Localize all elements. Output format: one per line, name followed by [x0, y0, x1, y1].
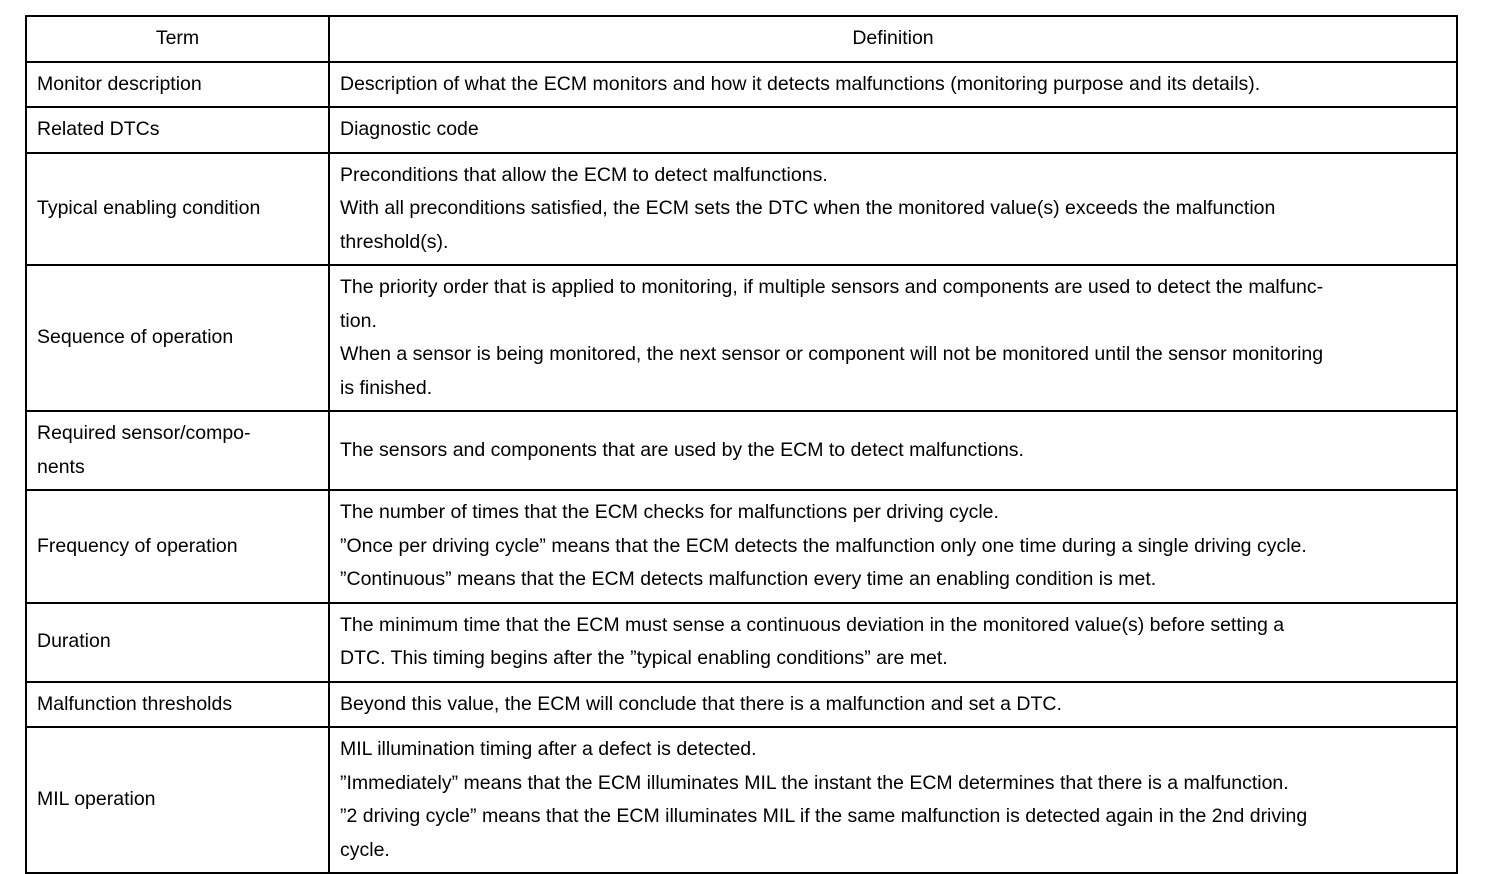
- term-cell: [26, 62, 329, 108]
- term-text: MIL operation: [37, 788, 156, 811]
- definition-text: threshold(s).: [340, 230, 449, 253]
- definition-text: tion.: [340, 309, 377, 332]
- term-text: Frequency of operation: [37, 534, 238, 557]
- table-row: [26, 265, 1457, 411]
- table-row: [26, 682, 1457, 728]
- term-text: Sequence of operation: [37, 326, 234, 349]
- term-text: Related DTCs: [37, 118, 160, 140]
- definition-text: Preconditions that allow the ECM to detect malfunctions.: [340, 163, 828, 186]
- table-row: [26, 62, 1457, 108]
- header-definition: Definition: [329, 16, 1457, 62]
- definition-text: DTC. This timing begins after the ”typical enabling conditions” are met.: [340, 647, 948, 669]
- definition-cell: [329, 682, 1457, 728]
- table-row: [26, 107, 1457, 153]
- definition-text: ”Continuous” means that the ECM detects malfunction every time an enabling condition is met.: [340, 568, 1157, 590]
- table-row: [26, 490, 1457, 603]
- definition-cell: [329, 62, 1457, 108]
- term-text: Duration: [37, 630, 111, 653]
- definition-cell: [329, 490, 1457, 603]
- definition-cell: [329, 411, 1457, 490]
- definition-text: The minimum time that the ECM must sense a continuous deviation in the monitored value(s) before setting a: [340, 613, 1285, 636]
- definition-text: The sensors and components that are used by the ECM to detect malfunctions.: [340, 438, 1024, 461]
- definition-text: When a sensor is being monitored, the next sensor or component will not be monitored until the sensor monitoring: [340, 343, 1324, 365]
- definition-cell: [329, 265, 1457, 411]
- term-text: Malfunction thresholds: [37, 692, 233, 715]
- definition-text: is finished.: [340, 376, 433, 399]
- definition-cell: [329, 603, 1457, 682]
- terms-definitions-table: [25, 15, 1458, 874]
- definition-text: ”Once per driving cycle” means that the ECM detects the malfunction only one time during a single driving cycle.: [340, 534, 1307, 557]
- definition-text: ”2 driving cycle” means that the ECM illuminates MIL if the same malfunction is detected again in the 2nd driving: [340, 805, 1308, 827]
- term-cell: [26, 603, 329, 682]
- table-body: [26, 62, 1457, 874]
- term-cell: [26, 265, 329, 411]
- definition-cell: [329, 153, 1457, 266]
- term-cell: [26, 727, 329, 873]
- table-row: [26, 727, 1457, 873]
- definition-text: The number of times that the ECM checks for malfunctions per driving cycle.: [340, 501, 999, 523]
- definition-text: cycle.: [340, 838, 390, 861]
- term-text: Monitor description: [37, 72, 202, 95]
- definition-text: ”Immediately” means that the ECM illuminates MIL the instant the ECM determines that there is a malfunction.: [340, 771, 1289, 794]
- definition-text: Beyond this value, the ECM will conclude that there is a malfunction and set a DTC.: [340, 692, 1062, 715]
- table-row: [26, 603, 1457, 682]
- term-text: nents: [37, 455, 85, 478]
- header-term: Term: [26, 16, 329, 62]
- definition-text: Diagnostic code: [340, 118, 479, 140]
- term-text: Typical enabling condition: [37, 197, 261, 219]
- term-cell: [26, 107, 329, 153]
- table-row: [26, 153, 1457, 266]
- definition-text: Description of what the ECM monitors and how it detects malfunctions (monitoring purpose and its details).: [340, 72, 1261, 95]
- definition-text: The priority order that is applied to monitoring, if multiple sensors and components are used to detect the malfunc-: [340, 276, 1324, 298]
- definition-cell: [329, 727, 1457, 873]
- table-row: [26, 411, 1457, 490]
- term-cell: [26, 682, 329, 728]
- definition-text: With all preconditions satisfied, the ECM sets the DTC when the monitored value(s) exceeds the malfunction: [340, 197, 1276, 219]
- term-cell: [26, 411, 329, 490]
- definition-cell: [329, 107, 1457, 153]
- definition-text: MIL illumination timing after a defect is detected.: [340, 738, 757, 760]
- term-cell: [26, 490, 329, 603]
- table-header-row: [26, 16, 1457, 62]
- term-cell: [26, 153, 329, 266]
- term-text: Required sensor/compo-: [37, 422, 251, 444]
